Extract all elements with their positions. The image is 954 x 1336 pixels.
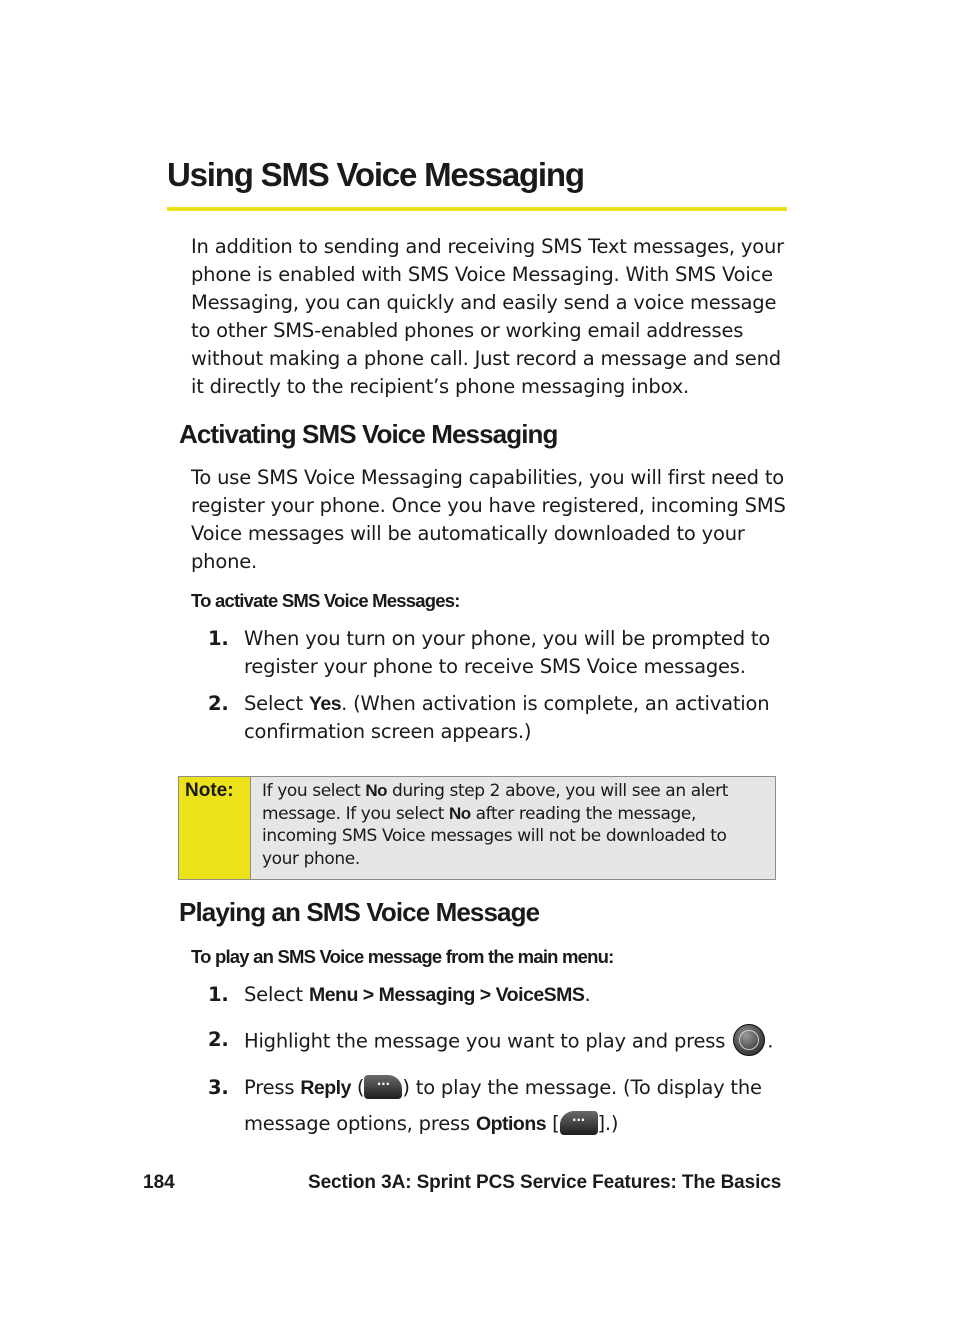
title-rule (167, 207, 787, 211)
note-label: Note: (185, 780, 234, 801)
menu-ok-key-icon (733, 1024, 765, 1056)
play-step-3 (208, 1070, 788, 1140)
play-step-1 (208, 981, 788, 1013)
step-text: Select Menu > Messaging > VoiceSMS. (244, 983, 591, 1006)
step-number: 1. (208, 983, 229, 1006)
step-number: 3. (208, 1076, 229, 1099)
note-box (178, 776, 776, 880)
activating-paragraph: To use SMS Voice Messaging capabilities, you will first need to register your phone. Once you have registered, incoming SMS Voice messages will be automatically downloaded to your phone. (191, 466, 786, 573)
step-number: 2. (208, 692, 229, 715)
reply-key-label: Reply (300, 1077, 351, 1099)
page-number: 184 (143, 1172, 175, 1193)
left-softkey-icon: ··· (364, 1075, 402, 1099)
menu-path-label: Menu > Messaging > VoiceSMS (308, 984, 585, 1006)
step-text: When you turn on your phone, you will be prompted to register your phone to receive SMS Voice messages. (244, 627, 771, 678)
playing-heading: Playing an SMS Voice Message (179, 897, 540, 927)
step-text: Press Reply ( ··· ) to play the message. (To display the message options, press Options [ ··· ].) (244, 1076, 762, 1135)
section-footer: Section 3A: Sprint PCS Service Features: The Basics (308, 1172, 782, 1193)
activate-procedure-title: To activate SMS Voice Messages: (191, 590, 460, 611)
activate-step-2 (208, 690, 788, 750)
step-text: Select Yes. (When activation is complete, an activation confirmation screen appears.) (244, 692, 770, 743)
intro-paragraph: In addition to sending and receiving SMS Text messages, your phone is enabled with SMS Voice Messaging. With SMS Voice Messaging, you can quickly and easily send a voice message to other SMS-enabled phones or working email addresses without making a phone call. Just record a message and send it directly to the recipient’s phone messaging inbox. (191, 235, 784, 398)
step-number: 1. (208, 627, 229, 650)
play-procedure-title: To play an SMS Voice message from the main menu: (191, 946, 614, 967)
no-key-label: No (365, 781, 388, 800)
note-text: If you select No during step 2 above, you will see an alert message. If you select No after reading the message, incoming SMS Voice messages will not be downloaded to your phone. (262, 781, 728, 869)
play-step-2 (208, 1026, 788, 1060)
yes-key-label: Yes (308, 693, 342, 715)
options-key-label: Options (475, 1113, 547, 1135)
step-number: 2. (208, 1028, 229, 1051)
note-label-box (179, 777, 251, 879)
page-title: Using SMS Voice Messaging (167, 156, 584, 193)
right-softkey-icon: ··· (560, 1111, 598, 1135)
activating-heading: Activating SMS Voice Messaging (179, 419, 558, 449)
no-key-label: No (448, 803, 471, 823)
activate-step-1 (208, 625, 788, 685)
step-text: Highlight the message you want to play and press . (244, 1026, 789, 1058)
